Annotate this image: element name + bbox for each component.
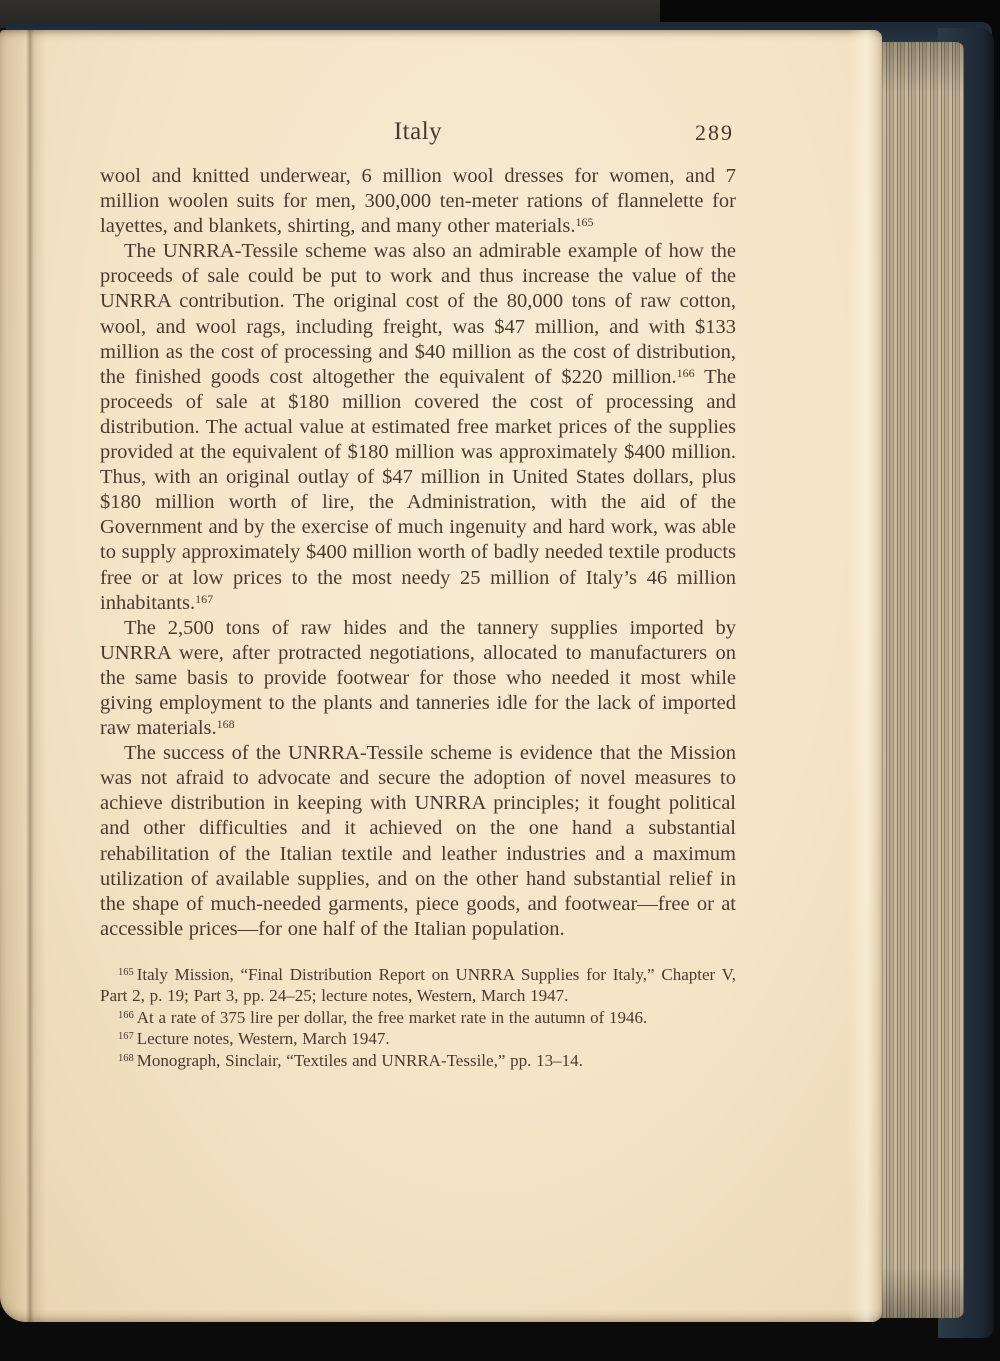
book-page	[0, 30, 882, 1322]
footnote-text: Monograph, Sinclair, “Textiles and UNRRA-Tessile,” pp. 13–14.	[136, 1050, 583, 1070]
footnote-number: 168	[118, 1052, 134, 1064]
footnote	[100, 1007, 736, 1028]
paragraph	[100, 239, 736, 615]
footnote-text: Lecture notes, Western, March 1947.	[136, 1029, 390, 1049]
running-head	[100, 118, 736, 152]
page-edge-highlight	[848, 30, 882, 1322]
footnote	[100, 964, 736, 1007]
footnote-text: At a rate of 375 lire per dollar, the free market rate in the autumn of 1946.	[136, 1007, 648, 1027]
paragraph-text: wool and knitted underwear, 6 million wool dresses for women, and 7 million woolen suits for men, 300,000 ten-meter rations of flannelette for layettes, and blankets, shirting, and many other materials.	[100, 165, 736, 238]
page-content	[100, 118, 736, 1071]
footnote-marker: 168	[216, 717, 235, 732]
page-number: 289	[695, 120, 734, 145]
body-paragraphs	[100, 164, 736, 942]
page-stack-fore-edge	[876, 42, 964, 1318]
paragraph-text: The proceeds of sale at $180 million covered the cost of processing and distribution. The actual value at estimated free market prices of the supplies provided at the equivalent of $180 million was approximately $400 million. Thus, with an original outlay of $47 million in United States dollars, plus $180 million worth of lire, the Administration, with the aid of the Government and by the exercise of much ingenuity and hard work, was able to supply approximately $400 million worth of badly needed textile products free or at low prices to the most needy 25 million of Italy’s 46 million inhabitants.	[100, 365, 736, 614]
paragraph-text: The success of the UNRRA-Tessile scheme is evidence that the Mission was not afraid to advocate and secure the adoption of novel measures to achieve distribution in keeping with UNRRA principles; it fought political and other difficulties and it achieved on the one hand a substantial rehabilitation of the Italian textile and leather industries and a maximum utilization of available supplies, and on the other hand substantial relief in the shape of much-needed garments, piece goods, and footwear—free or at accessible prices—for one half of the Italian population.	[100, 742, 736, 940]
gutter-crease	[0, 30, 96, 1322]
footnote-marker: 166	[676, 365, 695, 380]
footnotes	[100, 964, 736, 1071]
paragraph-text: The 2,500 tons of raw hides and the tannery supplies imported by UNRRA were, after protracted negotiations, allocated to manufacturers on the same basis to provide footwear for those who needed it most while giving employment to the plants and tanneries idle for the lack of imported raw materials.	[100, 616, 736, 740]
paragraph	[100, 164, 736, 239]
page-title: Italy	[393, 118, 443, 145]
footnote-text: Italy Mission, “Final Distribution Report on UNRRA Supplies for Italy,” Chapter V, Part 2, p. 19; Part 3, pp. 24–25; lecture notes, Western, March 1947.	[100, 964, 736, 1006]
paragraph	[100, 741, 736, 942]
footnote-number: 167	[118, 1031, 134, 1043]
footnote-marker: 165	[575, 215, 594, 230]
footnote	[100, 1028, 736, 1049]
footnote	[100, 1050, 736, 1071]
footnote-marker: 167	[195, 591, 214, 606]
paragraph-text: The UNRRA-Tessile scheme was also an admirable example of how the proceeds of sale could be put to work and thus increase the value of the UNRRA contribution. The original cost of the 80,000 tons of raw cotton, wool, and wool rags, including freight, was $47 million, and with $133 million as the cost of processing and $40 million as the cost of distribution, the finished goods cost altogether the equivalent of $220 million.	[100, 240, 736, 388]
paragraph	[100, 616, 736, 741]
footnote-number: 166	[118, 1009, 134, 1021]
footnote-number: 165	[118, 966, 134, 978]
